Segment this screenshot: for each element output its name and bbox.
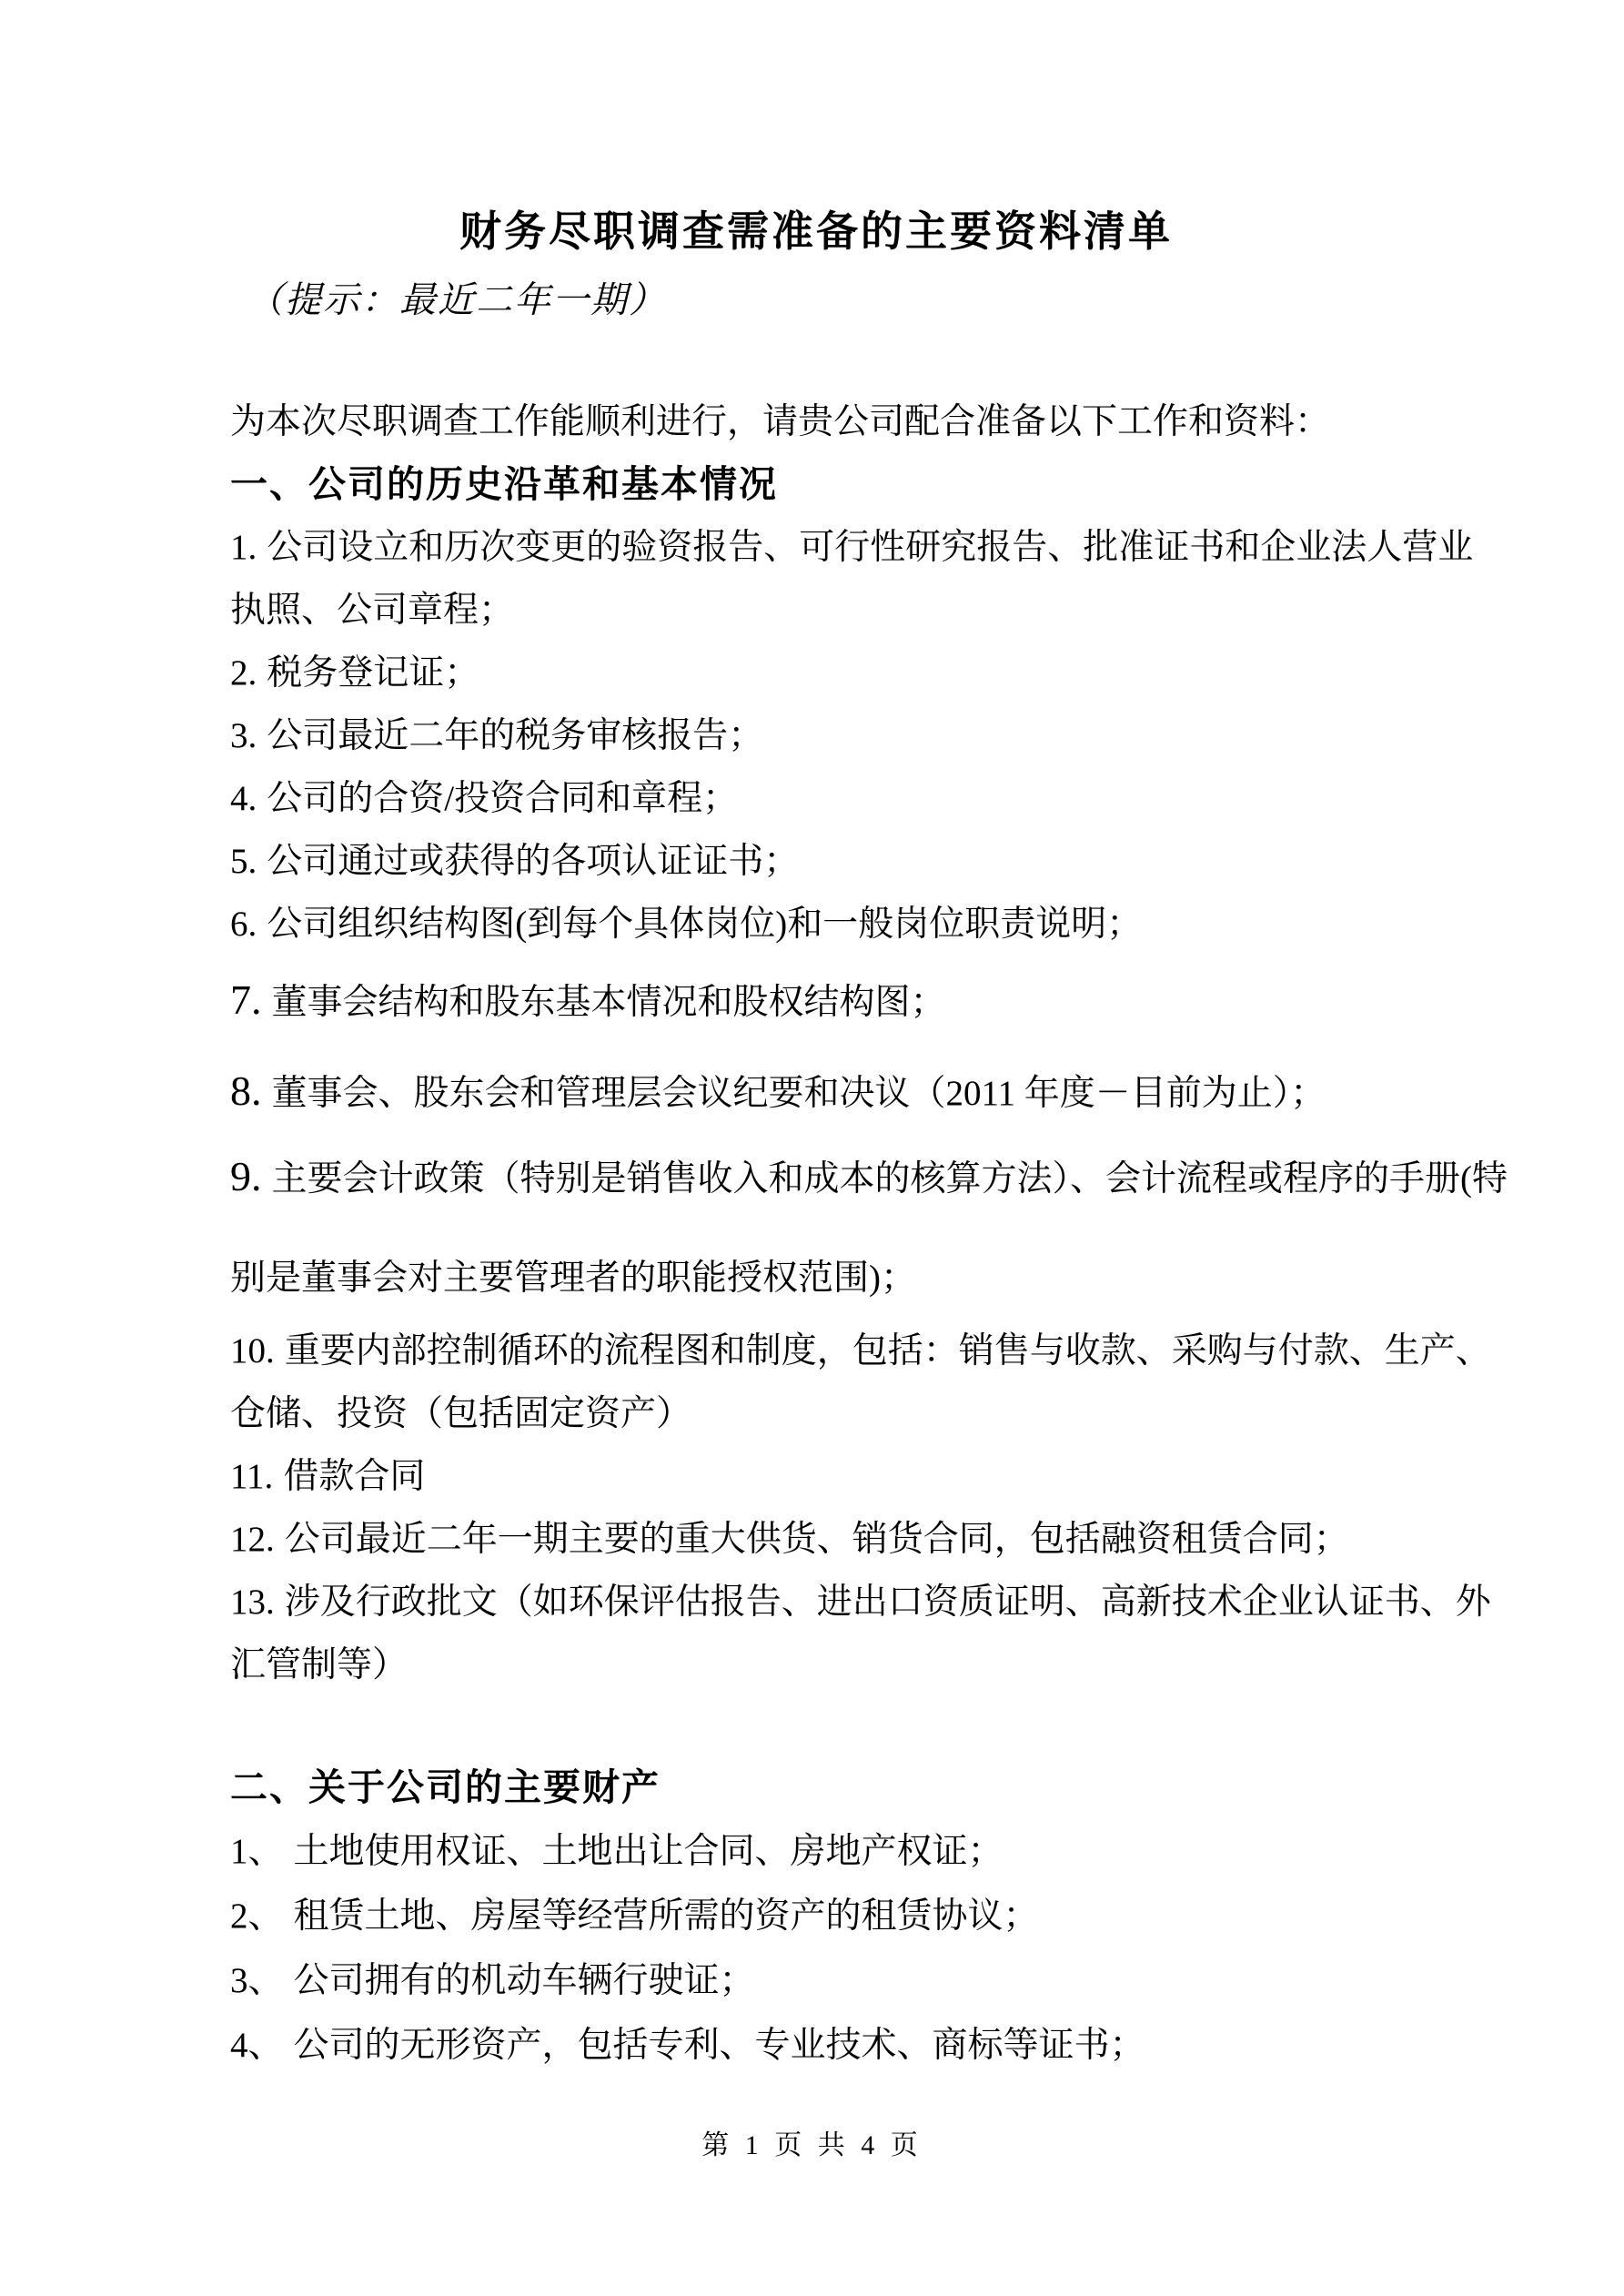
list-line [230,767,1460,830]
section-2-heading: 二、关于公司的主要财产 [230,1766,661,1808]
item-number: 1、 [230,1832,284,1871]
document-title: 财务尽职调查需准备的主要资料清单 [459,208,1173,255]
item-number: 11. [230,1457,274,1496]
item-number: 2、 [230,1896,284,1936]
list-line [230,893,1460,956]
hint-note: （提示：最近二年一期） [247,279,667,320]
item-number: 7. [230,976,262,1023]
item-number: 1. [230,528,257,567]
item-number: 9. [230,1153,262,1199]
section-2-body [230,1819,1460,2078]
item-number: 5. [230,842,257,881]
item-number: 3. [230,716,257,755]
intro-paragraph: 为本次尽职调查工作能顺利进行，请贵公司配合准备以下工作和资料： [230,402,1331,441]
item-number: 10. [230,1331,275,1371]
list-line [230,1819,1460,1884]
section-1-heading: 一、公司的历史沿革和基本情况 [230,463,778,505]
item-text: 公司组织结构图(到每个具体岗位)和一般岗位职责说明； [267,905,1143,944]
list-line [230,1059,1460,1125]
list-line [230,2013,1460,2078]
list-line [230,968,1460,1034]
item-text: 重要内部控制循环的流程图和制度，包括：销售与收款、采购与付款、生产、 [284,1331,1491,1371]
list-line [230,1884,1460,1948]
item-text: 公司拥有的机动车辆行驶证； [293,1961,755,2000]
list-line [230,1247,1460,1310]
page-footer: 第 1 页 共 4 页 [701,2130,923,2160]
item-text: 公司的合资/投资合同和章程； [267,779,739,818]
list-line [230,579,1460,642]
item-text: 税务登记证； [267,653,480,693]
item-text: 执照、公司章程； [230,591,515,630]
item-number: 4. [230,779,257,818]
list-line [230,1382,1460,1445]
list-line [230,1320,1491,1382]
item-text: 别是董事会对主要管理者的职能授权范围)； [230,1259,916,1298]
list-line [230,830,1460,893]
list-line [230,1508,1460,1571]
item-number: 6. [230,905,257,944]
list-line [230,642,1460,704]
item-number: 2. [230,653,257,693]
list-line [230,1948,1460,2013]
section-1-body [230,516,1508,1696]
item-number: 4、 [230,2026,284,2065]
item-text: 公司最近二年一期主要的重大供货、销货合同，包括融资租赁合同； [284,1520,1349,1559]
list-line [230,1445,1460,1508]
item-text: 公司最近二年的税务审核报告； [267,716,764,755]
item-text: 主要会计政策（特别是销售收入和成本的核算方法）、会计流程或程序的手册(特 [271,1159,1508,1199]
item-text: 仓储、投资（包括固定资产） [230,1394,692,1433]
item-text: 涉及行政批文（如环保评估报告、进出口资质证明、高新技术企业认证书、外 [284,1583,1491,1622]
item-text: 土地使用权证、土地出让合同、房地产权证； [293,1832,1004,1871]
item-number: 8. [230,1067,262,1114]
list-line [230,704,1460,767]
item-number: 13. [230,1583,275,1622]
item-text: 董事会、股东会和管理层会议纪要和决议（2011 年度－目前为止）； [271,1074,1326,1113]
item-text: 公司设立和历次变更的验资报告、可行性研究报告、批准证书和企业法人营业 [267,528,1474,567]
item-text: 租赁土地、房屋等经营所需的资产的租赁协议； [293,1896,1039,1936]
list-line [230,1571,1491,1633]
list-line [230,516,1474,579]
item-text: 公司的无形资产，包括专利、专业技术、商标等证书； [293,2026,1145,2065]
item-text: 公司通过或获得的各项认证证书； [267,842,800,881]
item-text: 董事会结构和股东基本情况和股权结构图； [271,983,946,1022]
list-line [230,1633,1460,1696]
item-number: 12. [230,1520,275,1559]
item-text: 汇管制等） [230,1645,409,1684]
list-line [230,1145,1508,1210]
item-text: 借款合同 [283,1457,426,1496]
item-number: 3、 [230,1961,284,2000]
